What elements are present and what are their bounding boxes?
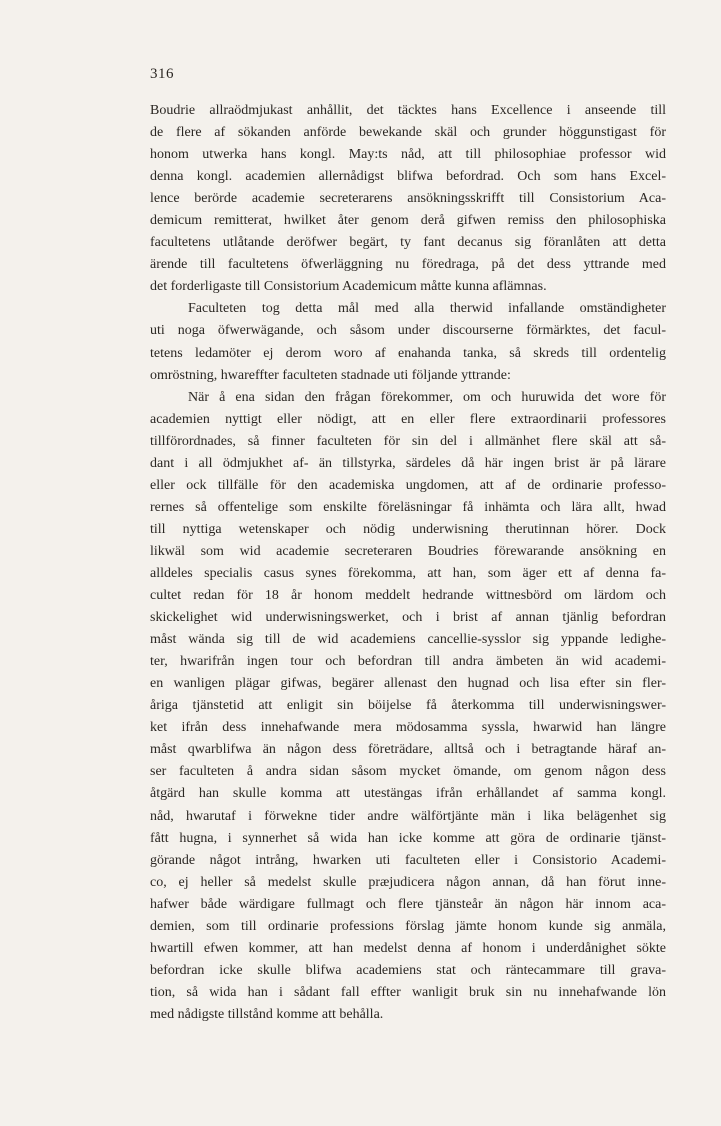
text-line: de flere af sökanden anförde bewekande skäl och grunder höggunstigast för xyxy=(150,125,666,141)
text-line: befordran icke skulle blifwa academiens stat och räntecammare till grava- xyxy=(150,962,666,978)
text-line: denna kongl. academien allernådigst blifwa befordrad. Och som hans Excel- xyxy=(150,169,666,185)
text-line: demicum remitterat, hwilket åter genom derå gifwen remiss den philosophiska xyxy=(150,213,666,229)
text-line: tion, så wida han i sådant fall effter wanligit bruk sin nu innehafwande lön xyxy=(150,984,666,1000)
text-line: uti noga öfwerwägande, och såsom under discourserne förmärktes, det facul- xyxy=(150,323,666,339)
text-line: ärende till facultetens öfwerläggning nu föredraga, på det dess yttrande med xyxy=(150,257,666,273)
text-line: ser faculteten å andra sidan såsom mycket ömande, om genom någon dess xyxy=(150,764,666,780)
text-line: det forderligaste till Consistorium Academicum måtte kunna aflämnas. xyxy=(150,279,547,295)
text-line: görande något intrång, hwarken uti faculteten eller i Consistorio Academi- xyxy=(150,852,666,868)
text-line: alldeles specialis casus synes förekomma, att han, som äger ett af denna fa- xyxy=(150,565,666,581)
text-line: eller ock tillfälle för den academiska ungdomen, att af de ordinarie professo- xyxy=(150,477,666,493)
text-line: honom utwerka hans kongl. May:ts nåd, att till philosophiae professor wid xyxy=(150,147,666,163)
text-line: hafwer både wärdigare fullmagt och flere tjänsteår än någon här innom aca- xyxy=(150,896,666,912)
text-line: åtgärd han skulle komma att utestängas ifrån erhållandet af samma kongl. xyxy=(150,786,666,802)
text-line: nåd, hwarutaf i förwekne tider andre wälförtjänte män i lika belägenhet sig xyxy=(150,808,666,824)
text-line: åriga tjänstetid att enligit sin böijelse få återkomma till underwisningswer- xyxy=(150,698,666,714)
page-number: 316 xyxy=(150,66,174,82)
body-text xyxy=(150,100,666,1026)
text-line: dant i all ödmjukhet af- än tillstyrka, särdeles då här ingen brist är på lärare xyxy=(150,455,666,471)
text-line: skickelighet wid underwisningswerket, och i brist af annan tjänlig befordran xyxy=(150,610,666,626)
text-line: demien, som till ordinarie professions förslag jämte honom kunde sig anmäla, xyxy=(150,918,666,934)
text-line: fått hugna, i synnerhet så wida han icke komme att göra de ordinarie tjänst- xyxy=(150,830,666,846)
text-line: omröstning, hwareffter faculteten stadnade uti följande yttrande: xyxy=(150,367,511,383)
text-line: academien nyttigt eller nödigt, att en eller flere extraordinarii professores xyxy=(150,411,666,427)
text-line: med nådigste tillstånd komme att behålla. xyxy=(150,1006,384,1022)
text-line: ket ifrån dess innehafwande mera mödosamma syssla, hwarwid han längre xyxy=(150,720,666,736)
text-line: cultet redan för 18 år honom meddelt hedrande wittnesbörd om lärdom och xyxy=(150,588,666,604)
text-line: måst qwarblifwa än någon dess företrädare, alltså och i betragtande häraf an- xyxy=(150,742,666,758)
text-line: tillförordnades, så finner faculteten för sin del i allmänhet flere skäl att så- xyxy=(150,433,666,449)
text-line: ter, hwarifrån ingen tour och befordran till andra ämbeten än wid academi- xyxy=(150,654,666,670)
text-line: Faculteten tog detta mål med alla therwid infallande omständigheter xyxy=(188,301,666,317)
text-line: co, ej heller så medelst skulle præjudicera någon annan, då han förut inne- xyxy=(150,874,666,890)
text-line: måst wända sig till de wid academiens cancellie-sysslor sig yppande ledighe- xyxy=(150,632,666,648)
text-line: hwartill efwen kommer, att han medelst denna af honom i underdånighet sökte xyxy=(150,940,666,956)
text-line: en wanligen plägar gifwas, begärer allenast den hugnad och lisa efter sin fler- xyxy=(150,676,666,692)
text-line: likwäl som wid academie secreteraren Boudries förewarande ansökning en xyxy=(150,543,666,559)
text-line: Boudrie allraödmjukast anhållit, det täcktes hans Excellence i anseende till xyxy=(150,103,666,118)
text-line: rernes så offentelige som enskilte föreläsningar få inhämta och lära allt, hwad xyxy=(150,499,666,515)
text-line: tetens ledamöter ej derom woro af enahanda tanka, så skreds till ordentelig xyxy=(150,345,666,361)
text-line: till nyttiga wetenskaper och nödig underwisning therutinnan hörer. Dock xyxy=(150,521,666,537)
text-line: lence berörde academie secreterarens ansökningsskrifft till Consistorium Aca- xyxy=(150,191,666,207)
text-line: facultetens utlåtande deröfwer begärt, ty fant decanus sig föranlåten att detta xyxy=(150,235,666,251)
text-line: När å ena sidan den frågan förekommer, om och huruwida det wore för xyxy=(188,389,666,405)
